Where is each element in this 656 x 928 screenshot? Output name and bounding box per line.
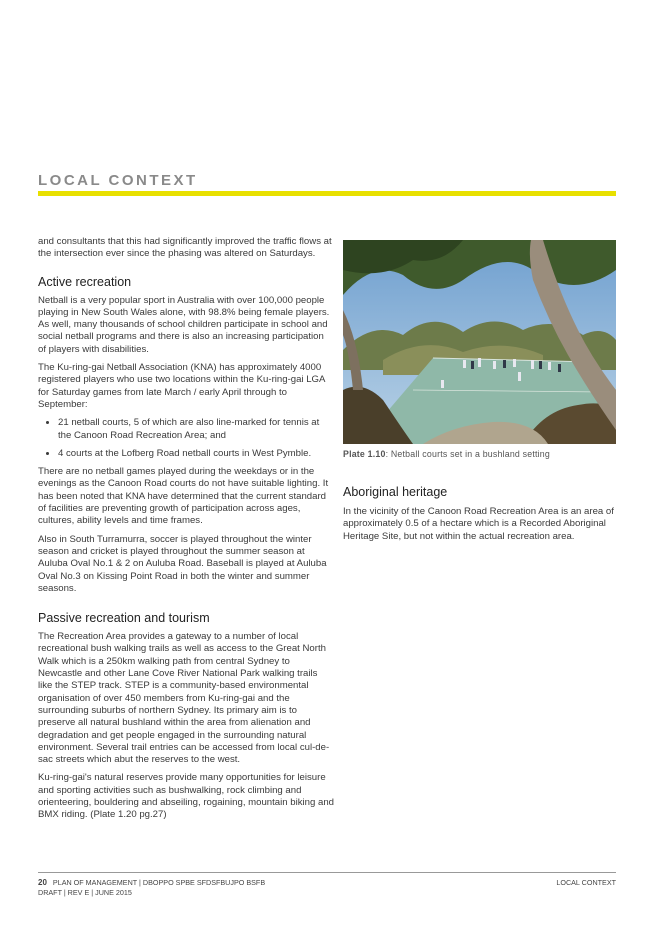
active-paragraph-1: Netball is a very popular sport in Australia with over 100,000 people playing in New South Wales alone, with 98.8% being female players. As well, many thousands of school children participate in school and social netball programs and there is also an increasing participation of players with disabilities. [38,294,330,355]
photo-caption [343,449,616,459]
photo-illustration [343,240,616,444]
plate-label: Plate 1.10 [343,449,386,459]
plate-caption-text: : Netball courts set in a bushland setting [385,449,550,459]
footer-rule [38,872,616,873]
draft-line: DRAFT | REV E | JUNE 2015 [38,888,132,897]
list-item: • 21 netball courts, 5 of which are also line-marked for tennis at the Canoon Road Recreation Area; and [58,417,334,442]
netball-courts-photo [343,240,616,444]
intro-paragraph: and consultants that this had significantly improved the traffic flows at the intersection ever since the phasing was altered on Saturdays. [38,236,332,260]
right-column [343,240,616,543]
courts-list [38,417,334,460]
active-paragraph-2: The Ku-ring-gai Netball Association (KNA) has approximately 4000 registered players who use two locations within the Ku-ring-gai LGA for Saturday games from late March / early April through to September: [38,362,325,410]
page-number: 20 [38,878,47,887]
left-column [38,236,334,828]
section-title: LOCAL CONTEXT [38,172,198,189]
footer-left [38,878,265,898]
list-item: • 4 courts at the Lofberg Road netball courts in West Pymble. [58,448,334,460]
passive-paragraph-2: Ku-ring-gai's natural reserves provide many opportunities for leisure and sporting activities such as bushwalking, rock climbing and orienteering, bouldering and abseiling, rogaining, mountain biking and BMX riding. (Plate 1.20 pg.27) [38,772,335,821]
active-recreation-heading: Active recreation [38,274,132,289]
document-title: PLAN OF MANAGEMENT | DBOPPO SPBE SFDSFBUJPO BSFB [52,878,266,887]
title-rule [38,191,616,196]
active-paragraph-4: Also in South Turramurra, soccer is played throughout the winter season and cricket is played throughout the summer season at Auluba Oval No.1 & 2 on Auluba Road. Baseball is played at Auluba Oval No.3 on Kissing Point Road in both the winter and summer seasons. [38,533,327,594]
passive-paragraph-1: The Recreation Area provides a gateway to a number of local recreational bush walking trails as well as access to the Great North Walk which is a 250km walking path from central Sydney to Newcastle and other Lane Cove River National Park walking trails like the STEP track. STEP is a community-based environmental organisation of over 450 members from Ku-ring-gai and the surrounding suburbs of northern Sydney. Its primary aim is to preserve all natural bushland within the area from alienation and degradation and get people engaged in the surrounding natural environment. Several trail entries can be accessed from local cul-de-sac streets which abut the reserves to the west. [38,631,330,766]
aboriginal-paragraph: In the vicinity of the Canoon Road Recreation Area is an area of approximately 0.5 of a hectare which is a Recorded Aboriginal Heritage Site, but not within the actual recreation area. [343,506,614,542]
active-paragraph-3: There are no netball games played during the weekdays or in the evenings as the Canoon Road courts do not have suitable lighting. It has been noted that KNA have determined that the current standard of facilities are preventing growth of participation across ages, cultures, ability levels and time frames. [38,466,329,527]
footer-section-label: LOCAL CONTEXT [556,878,616,887]
passive-recreation-heading: Passive recreation and tourism [38,611,210,626]
aboriginal-heritage-heading: Aboriginal heritage [343,485,448,499]
